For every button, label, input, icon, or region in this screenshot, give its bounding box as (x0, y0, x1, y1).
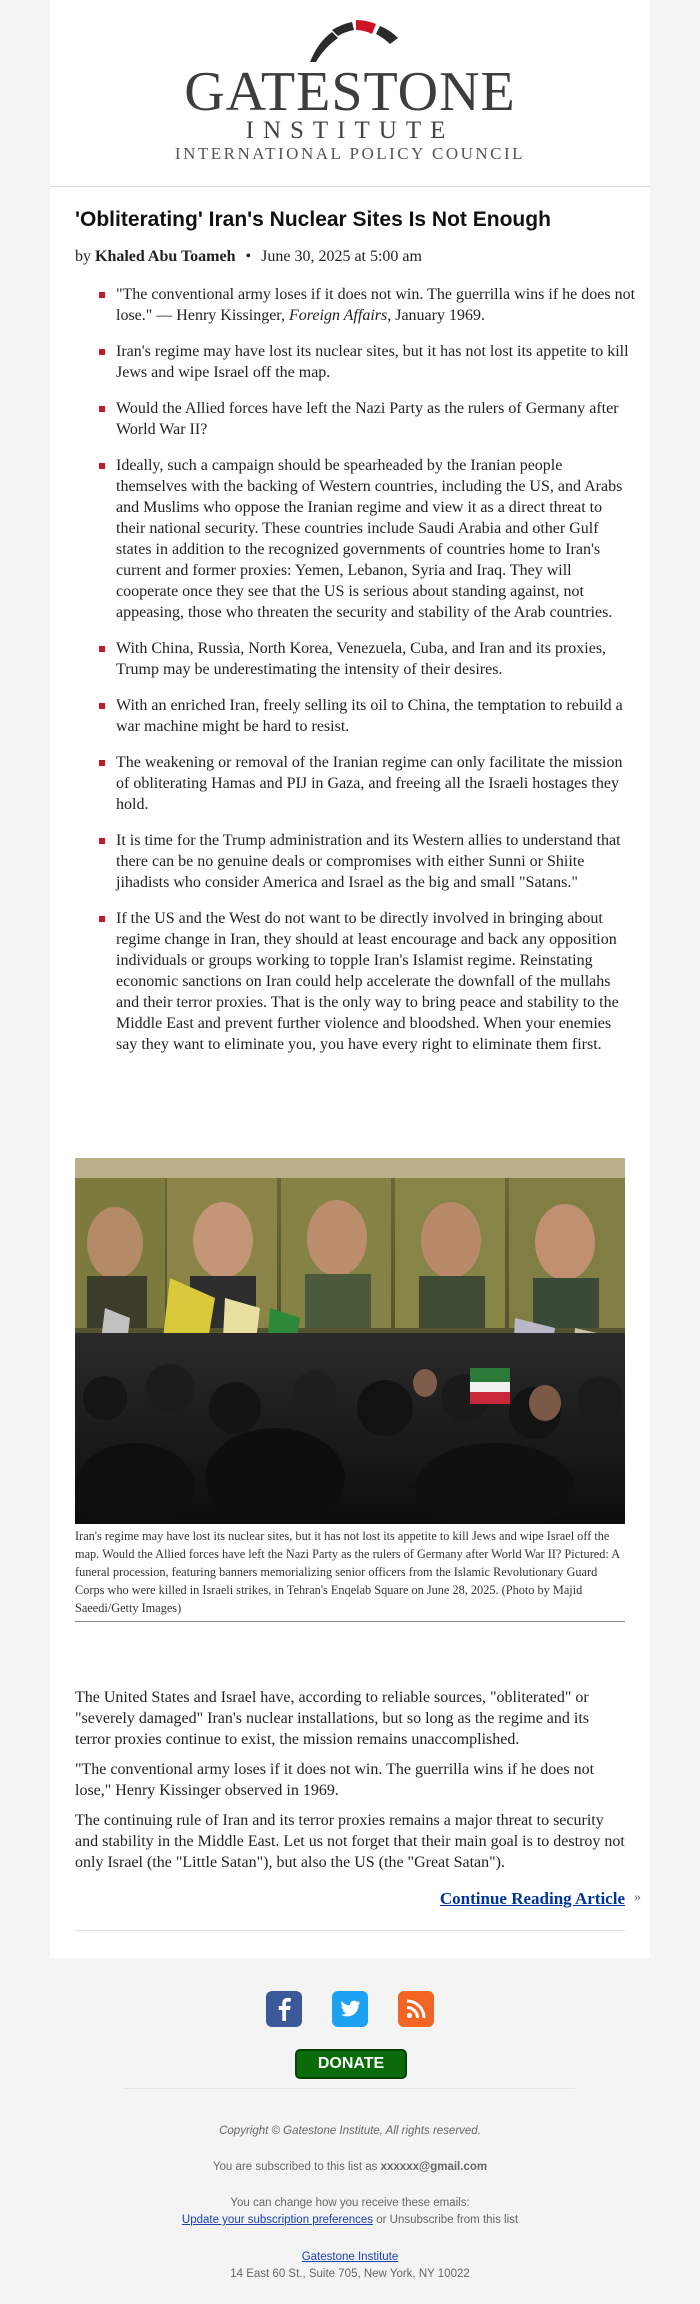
unsubscribe-text[interactable]: or Unsubscribe from this list (373, 2214, 519, 2226)
rss-icon (398, 1991, 434, 2027)
logo-name: GATESTONE (184, 61, 516, 123)
byline (75, 246, 422, 268)
article-date: June 30, 2025 at 5:00 am (261, 248, 422, 265)
body-paragraph: The continuing rule of Iran and its terror proxies remains a major threat to security and stability in the Middle East. Let us not forget that their main goal is to destroy not only Israel (the "Little Satan"), but also the US (the "Great Satan"). (75, 1812, 625, 1871)
continue-arrow-icon: » (634, 1890, 641, 1905)
article-title[interactable]: 'Obliterating' Iran's Nuclear Sites Is Not Enough (75, 208, 551, 231)
change-preferences-text: You can change how you receive these emails: (230, 2197, 470, 2209)
byline-separator: • (245, 248, 252, 265)
org-name-link[interactable]: Gatestone Institute (301, 2251, 399, 2263)
article-body (75, 1687, 625, 1882)
key-points-list (75, 284, 635, 1070)
key-point: With an enriched Iran, freely selling its oil to China, the temptation to rebuild a war machine might be hard to resist. (75, 695, 635, 737)
logo-subname: INSTITUTE (245, 117, 455, 144)
donate-button[interactable]: DONATE (295, 2049, 407, 2079)
article-photo (75, 1158, 625, 1524)
key-point: If the US and the West do not want to be directly involved in bringing about regime change in Iran, they should at least encourage and back any opposition individuals or groups working to topple Iran's Islamist regime. Reinstating economic sanctions on Iran could help accelerate the downfall of the mullahs and their terror proxies. That is the only way to bring peace and stability to the Middle East and prevent further violence and bloodshed. When your enemies say they want to eliminate you, you have every right to eliminate them first. (75, 908, 635, 1055)
subscriber-email: xxxxxx@gmail.com (380, 2161, 488, 2173)
key-point: "The conventional army loses if it does not win. The guerrilla wins if he does not lose." — Henry Kissinger, Foreign Affairs, January 1969. (75, 284, 635, 326)
subscription-notice: You are subscribed to this list as xxxxxx@gmail.com (212, 2161, 488, 2173)
twitter-icon (332, 1991, 368, 2027)
update-preferences-link[interactable]: Update your subscription preferences (181, 2214, 374, 2226)
content-divider (75, 1930, 625, 1931)
logo-arc-icon (290, 16, 410, 64)
key-point: Iran's regime may have lost its nuclear sites, but it has not lost its appetite to kill Jews and wipe Israel off the map. (75, 341, 635, 383)
continue-reading-link[interactable]: Continue Reading Article (439, 1889, 625, 1908)
copyright-text: Copyright © Gatestone Institute, All rights reserved. (219, 2125, 481, 2137)
key-point: Ideally, such a campaign should be spearheaded by the Iranian people themselves with the backing of Western countries, including the US, and Arabs and Muslims who oppose the Iranian regime and view it as a direct threat to their national security. These countries include Saudi Arabia and other Gulf states in addition to the recognized governments of countries home to Iran's current and former proxies: Yemen, Lebanon, Syria and Iraq. They will cooperate once they see that the US is serious about standing against, not appeasing, those who threaten the security and stability of the Arab countries. (75, 455, 635, 623)
header (50, 0, 650, 187)
key-point: With China, Russia, North Korea, Venezuela, Cuba, and Iran and its proxies, Trump may be underestimating the intensity of their desires. (75, 638, 635, 680)
org-address: 14 East 60 St., Suite 705, New York, NY 10022 (230, 2268, 470, 2280)
key-point: The weakening or removal of the Iranian regime can only facilitate the mission of obliterating Hamas and PIJ in Gaza, and freeing all the Israeli hostages they hold. (75, 752, 635, 815)
preferences-line (0, 2214, 700, 2226)
logo-tagline: INTERNATIONAL POLICY COUNCIL (174, 144, 526, 163)
rss-button[interactable] (398, 1991, 434, 2027)
body-paragraph: The United States and Israel have, according to reliable sources, "obliterated" or "severely damaged" Iran's nuclear installations, but so long as the regime and its terror proxies continue to exist, the mission remains unaccomplished. (75, 1689, 590, 1748)
newsletter-card (50, 0, 650, 1958)
org-name-line (0, 2251, 700, 2263)
body-paragraph: "The conventional army loses if it does not win. The guerrilla wins if he does not lose," Henry Kissinger observed in 1969. (75, 1761, 595, 1799)
photo-caption: Iran's regime may have lost its nuclear sites, but it has not lost its appetite to kill Jews and wipe Israel off the map. Would the Allied forces have left the Nazi Party as the rulers of Germany after World War II? Pictured: A funeral procession, featuring banners memorializing senior officers from the Islamic Revolutionary Guard Corps who were killed in Israeli strikes, in Tehran's Enqelab Square on June 28, 2025. (Photo by Majid Saeedi/Getty Images) (75, 1527, 625, 1622)
facebook-icon (266, 1991, 302, 2027)
footer-divider (125, 2088, 575, 2089)
twitter-button[interactable] (332, 1991, 368, 2027)
key-point: Would the Allied forces have left the Nazi Party as the rulers of Germany after World War II? (75, 398, 635, 440)
funeral-procession-image (75, 1158, 625, 1524)
byline-by: by (75, 248, 91, 265)
author-name: Khaled Abu Toameh (95, 248, 236, 265)
facebook-button[interactable] (266, 1991, 302, 2027)
key-point: It is time for the Trump administration and its Western allies to understand that there can be no genuine deals or compromises with either Sunni or Shiite jihadists who consider America and Israel as the big and small "Satans." (75, 830, 635, 893)
